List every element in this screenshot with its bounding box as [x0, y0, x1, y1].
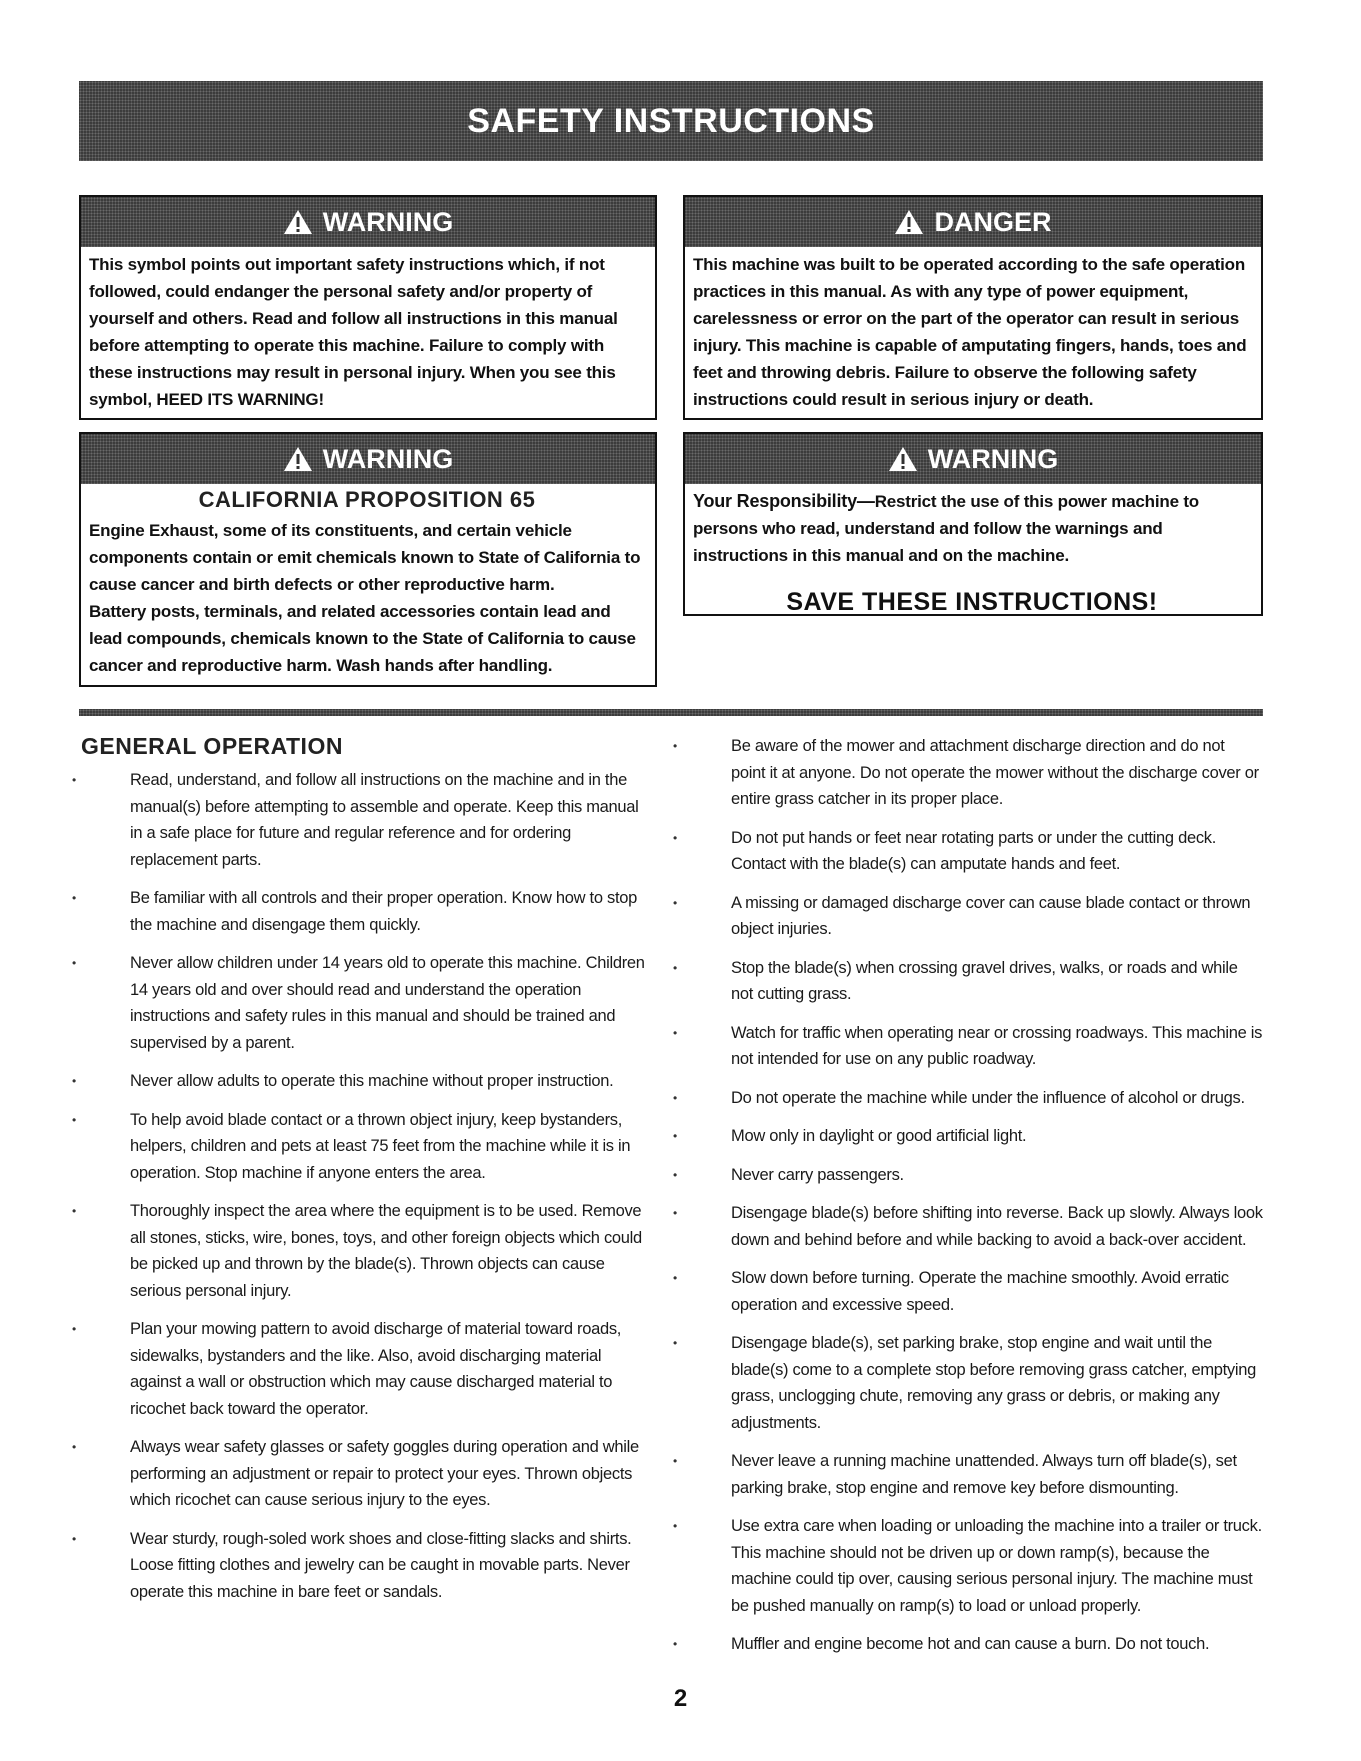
warning-box-symbol [79, 195, 657, 420]
bullet-item: • Never carry passengers. [673, 1162, 1263, 1189]
warning-box-responsibility [683, 432, 1263, 616]
warning-label: WARNING [322, 206, 454, 237]
save-instructions: SAVE THESE INSTRUCTIONS! [786, 588, 1158, 616]
bullet-item: • Muffler and engine become hot and can cause a burn. Do not touch. [673, 1631, 1263, 1658]
prop65-paragraph-1: Engine Exhaust, some of its constituents, and certain vehicle components contain or emit chemicals known to State of California to cause cancer and birth defects or other reproductive harm. [89, 521, 641, 594]
warning-label: WARNING [927, 443, 1059, 474]
responsibility-lead: Your Responsibility— [693, 491, 875, 511]
bullet-item: • Never leave a running machine unattended. Always turn off blade(s), set parking brake, stop engine and remove key before dismounting. [673, 1448, 1263, 1501]
warning-box-prop65 [79, 432, 657, 687]
bullet-item: • To help avoid blade contact or a thrown object injury, keep bystanders, helpers, children and pets at least 75 feet from the machine while it is in operation. Stop machine if anyone enters the area. [72, 1107, 650, 1187]
bullet-item: • Watch for traffic when operating near or crossing roadways. This machine is not intended for use on any public roadway. [673, 1020, 1263, 1073]
bullet-item: • Read, understand, and follow all instructions on the machine and in the manual(s) before attempting to assemble and operate. Keep this manual in a safe place for future and regular reference and for ordering replacement parts. [72, 767, 650, 873]
bullet-item: • Do not operate the machine while under the influence of alcohol or drugs. [673, 1085, 1263, 1112]
warning-triangle-icon [894, 208, 924, 236]
bullet-item: • Plan your mowing pattern to avoid discharge of material toward roads, sidewalks, bystanders and the like. Also, avoid discharging material against a wall or obstruction which may cause discharged material to ricochet back toward the operator. [72, 1316, 650, 1422]
prop65-paragraph-2: Battery posts, terminals, and related accessories contain lead and lead compounds, chemicals known to the State of California to cause cancer and reproductive harm. Wash hands after handling. [89, 602, 636, 675]
general-operation-heading: GENERAL OPERATION [81, 733, 343, 759]
bullet-item: • Never allow adults to operate this machine without proper instruction. [72, 1068, 650, 1095]
warning-triangle-icon [888, 445, 918, 473]
prop65-title: CALIFORNIA PROPOSITION 65 [198, 487, 536, 512]
warning-text: This symbol points out important safety instructions which, if not followed, could endanger the personal safety and/or property of yourself and others. Read and follow all instructions in this manual before attempting to operate this machine. Failure to comply with these instructions may result in personal injury. When you see this symbol, HEED ITS WARNING! [89, 255, 618, 409]
page-number: 2 [673, 1685, 688, 1712]
page-title: SAFETY INSTRUCTIONS [467, 101, 875, 140]
bullet-item: • Thoroughly inspect the area where the equipment is to be used. Remove all stones, sticks, wire, bones, toys, and other foreign objects which could be picked up and thrown by the blade(s). Thrown objects can cause serious personal injury. [72, 1198, 650, 1304]
bullet-item: • Slow down before turning. Operate the machine smoothly. Avoid erratic operation and excessive speed. [673, 1265, 1263, 1318]
bullet-item: • Be aware of the mower and attachment discharge direction and do not point it at anyone. Do not operate the mower without the discharge cover or entire grass catcher in its proper place. [673, 733, 1263, 813]
warning-header [81, 197, 655, 247]
bullet-item: • Disengage blade(s) before shifting into reverse. Back up slowly. Always look down and behind before and while backing to avoid a back-over accident. [673, 1200, 1263, 1253]
general-operation-list-left [72, 767, 650, 1617]
danger-label: DANGER [934, 206, 1052, 237]
bullet-item: • Always wear safety glasses or safety goggles during operation and while performing an adjustment or repair to protect your eyes. Thrown objects which ricochet can cause serious injury to the eyes. [72, 1434, 650, 1514]
bullet-item: • Use extra care when loading or unloading the machine into a trailer or truck. This machine should not be driven up or down ramp(s), because the machine could tip over, causing serious personal injury. The machine must be pushed manually on ramp(s) to load or unload properly. [673, 1513, 1263, 1619]
bullet-item: • Do not put hands or feet near rotating parts or under the cutting deck. Contact with the blade(s) can amputate hands and feet. [673, 825, 1263, 878]
bullet-item: • A missing or damaged discharge cover can cause blade contact or thrown object injuries. [673, 890, 1263, 943]
general-operation-list-right [673, 733, 1263, 1670]
warning-triangle-icon [283, 208, 313, 236]
warning-label: WARNING [322, 443, 454, 474]
responsibility-text: Restrict the use of this power machine to persons who read, understand and follow the warnings and instructions in this manual and on the machine. [693, 492, 1199, 565]
section-divider [79, 709, 1263, 716]
section-banner [79, 81, 1263, 161]
bullet-item: • Disengage blade(s), set parking brake, stop engine and wait until the blade(s) come to a complete stop before removing grass catcher, emptying grass, unclogging chute, removing any grass or debris, or making any adjustments. [673, 1330, 1263, 1436]
bullet-item: • Be familiar with all controls and their proper operation. Know how to stop the machine and disengage them quickly. [72, 885, 650, 938]
danger-text: This machine was built to be operated according to the safe operation practices in this manual. As with any type of power equipment, carelessness or error on the part of the operator can result in serious injury. This machine is capable of amputating fingers, hands, toes and feet and throwing debris. Failure to observe the following safety instructions could result in serious injury or death. [693, 255, 1247, 409]
warning-triangle-icon [283, 445, 313, 473]
warning-header [685, 434, 1261, 484]
bullet-item: • Never allow children under 14 years old to operate this machine. Children 14 years old and over should read and understand the operation instructions and safety rules in this manual and should be trained and supervised by a parent. [72, 950, 650, 1056]
warning-header [81, 434, 655, 484]
danger-header [685, 197, 1261, 247]
bullet-item: • Wear sturdy, rough-soled work shoes and close-fitting slacks and shirts. Loose fitting clothes and jewelry can be caught in movable parts. Never operate this machine in bare feet or sandals. [72, 1526, 650, 1606]
bullet-item: • Stop the blade(s) when crossing gravel drives, walks, or roads and while not cutting grass. [673, 955, 1263, 1008]
bullet-item: • Mow only in daylight or good artificial light. [673, 1123, 1263, 1150]
danger-box [683, 195, 1263, 420]
